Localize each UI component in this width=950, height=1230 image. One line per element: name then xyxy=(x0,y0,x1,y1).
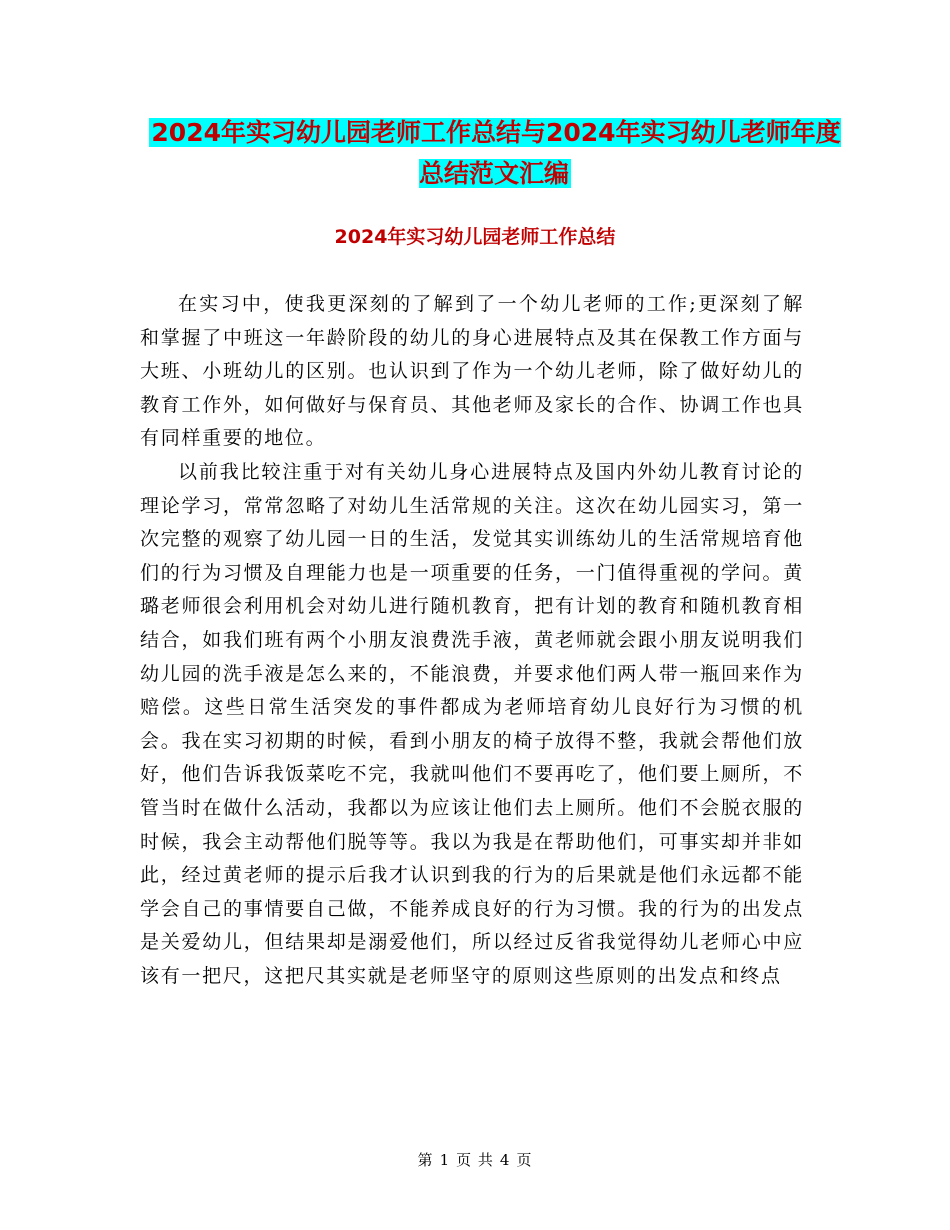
footer-page-number: 1 xyxy=(439,1151,451,1169)
document-title-text: 2024年实习幼儿园老师工作总结与2024年实习幼儿老师年度总结范文汇编 xyxy=(151,118,841,188)
footer-middle: 页 共 xyxy=(456,1151,494,1169)
footer-total-pages: 4 xyxy=(499,1151,511,1169)
document-title xyxy=(140,112,850,194)
section-title: 2024年实习幼儿园老师工作总结 xyxy=(334,226,616,248)
footer-suffix: 页 xyxy=(516,1151,533,1169)
paragraph-2: 以前我比较注重于对有关幼儿身心进展特点及国内外幼儿教育讨论的理论学习，常常忽略了对幼儿生活常规的关注。这次在幼儿园实习，第一次完整的观察了幼儿园一日的生活，发觉其实训练幼儿的生活常规培育他们的行为习惯及自理能力也是一项重要的任务，一门值得重视的学问。黄璐老师很会利用机会对幼儿进行随机教育，把有计划的教育和随机教育相结合，如我们班有两个小朋友浪费洗手液，黄老师就会跟小朋友说明我们幼儿园的洗手液是怎么来的，不能浪费，并要求他们两人带一瓶回来作为赔偿。这些日常生活突发的事件都成为老师培育幼儿良好行为习惯的机会。我在实习初期的时候，看到小朋友的椅子放得不整，我就会帮他们放好，他们告诉我饭菜吃不完，我就叫他们不要再吃了，他们要上厕所，不管当时在做什么活动，我都以为应该让他们去上厕所。他们不会脱衣服的时候，我会主动帮他们脱等等。我以为我是在帮助他们，可事实却并非如此，经过黄老师的提示后我才认识到我的行为的后果就是他们永远都不能学会自己的事情要自己做，不能养成良好的行为习惯。我的行为的出发点是关爱幼儿，但结果却是溺爱他们，所以经过反省我觉得幼儿老师心中应该有一把尺，这把尺其实就是老师坚守的原则这些原则的出发点和终点 xyxy=(140,460,804,987)
footer-prefix: 第 xyxy=(417,1151,434,1169)
document-body xyxy=(140,288,804,993)
page-footer xyxy=(0,1150,950,1170)
paragraph-1: 在实习中，使我更深刻的了解到了一个幼儿老师的工作;更深刻了解和掌握了中班这一年龄阶段的幼儿的身心进展特点及其在保教工作方面与大班、小班幼儿的区别。也认识到了作为一个幼儿老师，除了做好幼儿的教育工作外，如何做好与保育员、其他老师及家长的合作、协调工作也具有同样重要的地位。 xyxy=(140,293,804,450)
